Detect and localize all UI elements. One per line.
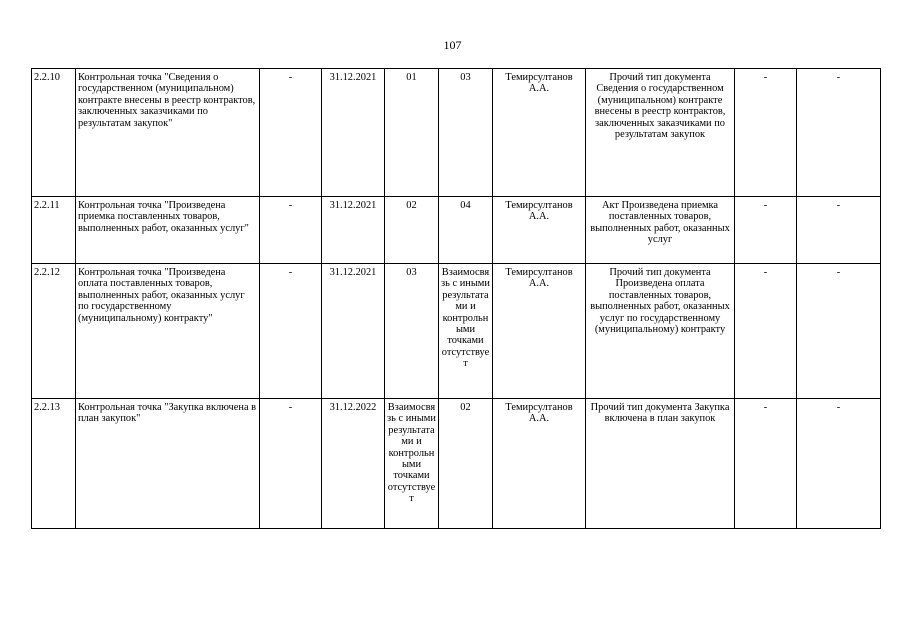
- page-number: 107: [443, 38, 462, 52]
- table-row: [32, 264, 881, 399]
- responsible-cell: Темирсултанов А.А.: [493, 264, 586, 399]
- responsible-cell: Темирсултанов А.А.: [493, 69, 586, 197]
- control-point-name: Контрольная точка "Произведена приемка поставленных товаров, выполненных работ, оказанных услуг": [76, 197, 260, 264]
- link-cell: 04: [439, 197, 493, 264]
- code-cell: Взаимосвязь с иными результатами и контрольными точками отсутствует: [385, 399, 439, 529]
- dash-cell: -: [260, 399, 322, 529]
- document-type-cell: Прочий тип документа Произведена оплата поставленных товаров, выполненных работ, оказанных услуг по государственному (муниципальному) контракту: [586, 264, 735, 399]
- code-cell: 02: [385, 197, 439, 264]
- responsible-cell: Темирсултанов А.А.: [493, 399, 586, 529]
- date-cell: 31.12.2021: [322, 264, 385, 399]
- date-cell: 31.12.2022: [322, 399, 385, 529]
- control-point-name: Контрольная точка "Произведена оплата поставленных товаров, выполненных работ, оказанных услуг по государственному (муниципальному) контракту": [76, 264, 260, 399]
- responsible-cell: Темирсултанов А.А.: [493, 197, 586, 264]
- date-cell: 31.12.2021: [322, 197, 385, 264]
- document-type-cell: Акт Произведена приемка поставленных товаров, выполненных работ, оказанных услуг: [586, 197, 735, 264]
- table-row: [32, 399, 881, 529]
- code-cell: 03: [385, 264, 439, 399]
- dash-cell: -: [260, 197, 322, 264]
- dash-cell: -: [797, 264, 881, 399]
- control-point-name: Контрольная точка "Сведения о государственном (муниципальном) контракте внесены в реестр контрактов, заключенных заказчиками по результатам закупок": [76, 69, 260, 197]
- date-cell: 31.12.2021: [322, 69, 385, 197]
- table-row: [32, 197, 881, 264]
- dash-cell: -: [797, 399, 881, 529]
- dash-cell: -: [260, 69, 322, 197]
- dash-cell: -: [797, 69, 881, 197]
- document-type-cell: Прочий тип документа Закупка включена в план закупок: [586, 399, 735, 529]
- link-cell: 02: [439, 399, 493, 529]
- dash-cell: -: [797, 197, 881, 264]
- dash-cell: -: [735, 197, 797, 264]
- dash-cell: -: [735, 264, 797, 399]
- control-point-name: Контрольная точка "Закупка включена в план закупок": [76, 399, 260, 529]
- link-cell: 03: [439, 69, 493, 197]
- row-number: 2.2.11: [32, 197, 76, 264]
- document-type-cell: Прочий тип документа Сведения о государственном (муниципальном) контракте внесены в реестр контрактов, заключенных заказчиками по результатам закупок: [586, 69, 735, 197]
- dash-cell: -: [260, 264, 322, 399]
- row-number: 2.2.10: [32, 69, 76, 197]
- row-number: 2.2.13: [32, 399, 76, 529]
- link-cell: Взаимосвязь с иными результатами и контрольными точками отсутствует: [439, 264, 493, 399]
- dash-cell: -: [735, 69, 797, 197]
- dash-cell: -: [735, 399, 797, 529]
- code-cell: 01: [385, 69, 439, 197]
- table-row: [32, 69, 881, 197]
- row-number: 2.2.12: [32, 264, 76, 399]
- control-points-table: [31, 68, 881, 529]
